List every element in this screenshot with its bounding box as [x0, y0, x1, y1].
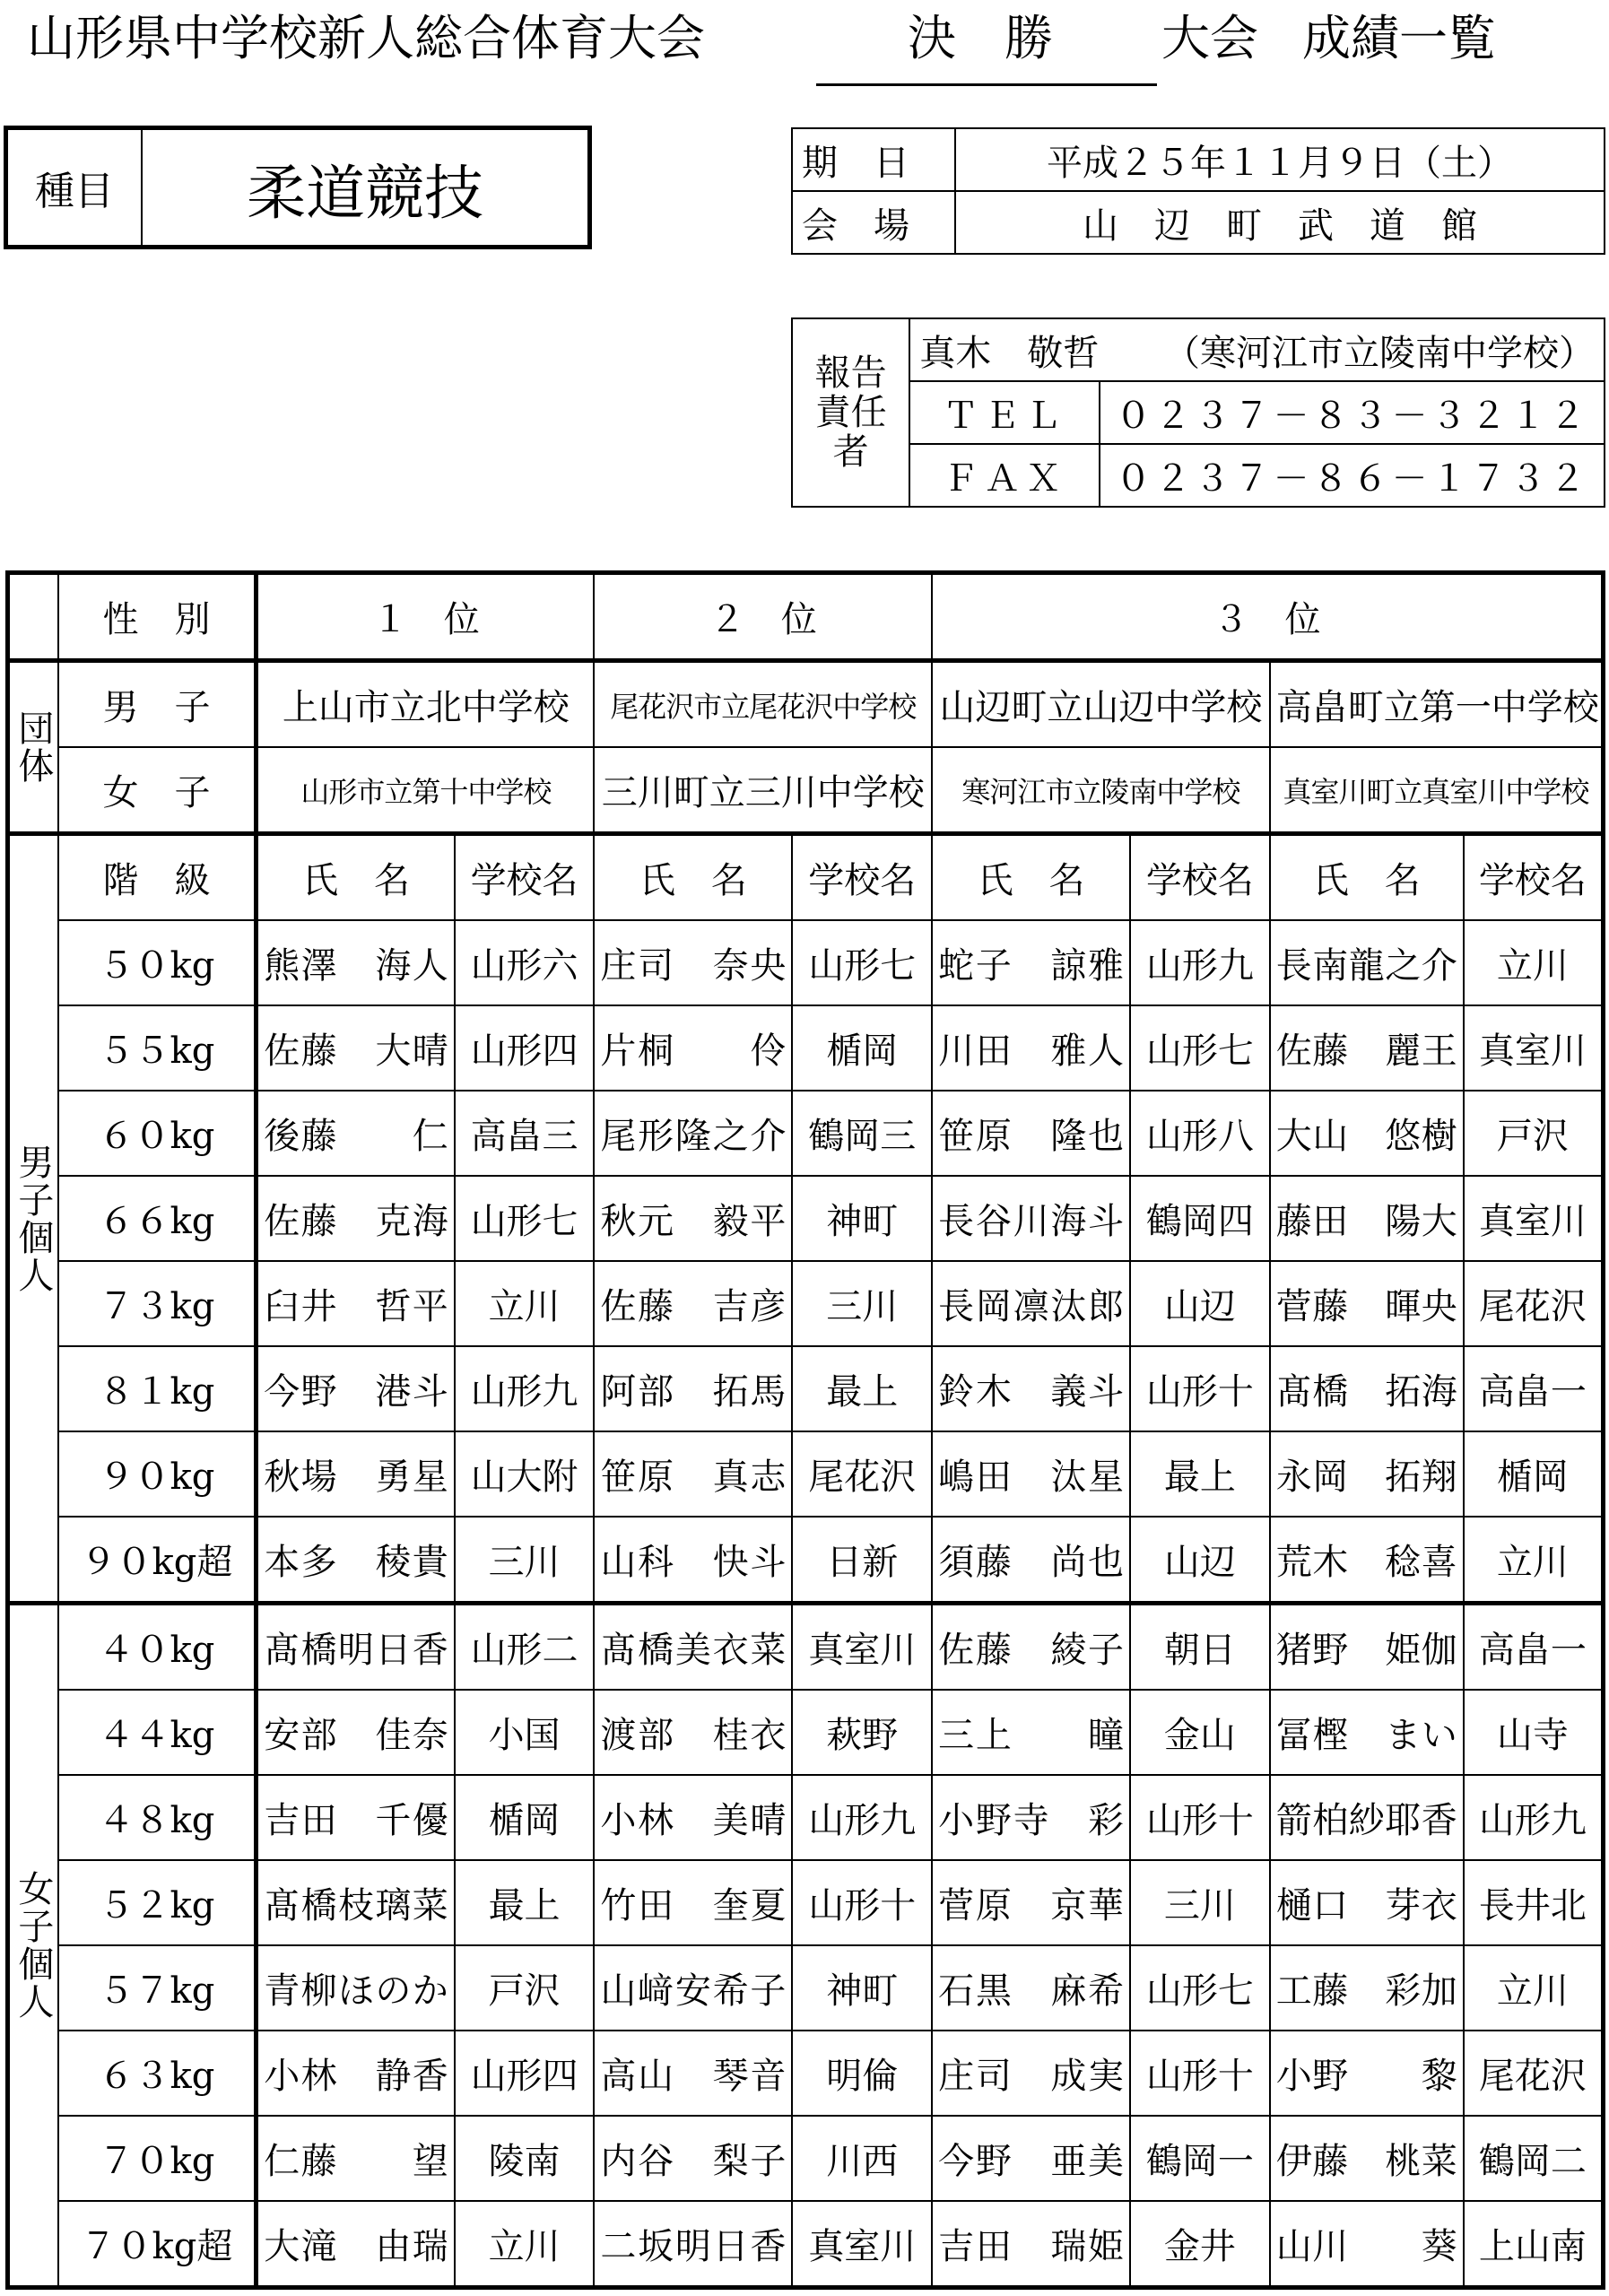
place-4-name: 猪野 姫伽 — [1270, 1604, 1464, 1691]
place-2-name: 髙橋美衣菜 — [594, 1604, 792, 1691]
place-1-name: 今野 港斗 — [257, 1346, 455, 1431]
place-1-name: 後藤 仁 — [257, 1091, 455, 1176]
girls-weight-row — [8, 1690, 1604, 1775]
place-3-school: 山辺 — [1130, 1261, 1270, 1346]
place-2-name: 小林 美晴 — [594, 1775, 792, 1860]
header-third: ３ 位 — [932, 573, 1603, 661]
place-1-school: 高畠三 — [455, 1091, 595, 1176]
date-value: 平成２５年１１月９日（土） — [955, 128, 1605, 191]
fax-value: ０２３７－８６－１７３２ — [1100, 444, 1605, 507]
place-4-school: 山形九 — [1464, 1775, 1604, 1860]
place-1-school: 三川 — [455, 1517, 595, 1604]
place-1-name: 仁藤 望 — [257, 2116, 455, 2201]
place-3-school: 金山 — [1130, 1690, 1270, 1775]
place-4-school: 高畠一 — [1464, 1346, 1604, 1431]
weight-class: ４８kg — [58, 1775, 257, 1860]
boys-weight-row — [8, 1005, 1604, 1091]
place-3-name: 須藤 尚也 — [932, 1517, 1130, 1604]
weight-class: ６３kg — [58, 2031, 257, 2116]
weight-class: ５２kg — [58, 1860, 257, 1945]
team-gender: 男 子 — [58, 661, 257, 748]
girls-weight-row — [8, 2116, 1604, 2201]
girls-section-label: 女子個人 — [8, 1604, 58, 2288]
place-4-name: 荒木 稔喜 — [1270, 1517, 1464, 1604]
weight-class: ７３kg — [58, 1261, 257, 1346]
place-3-school: 山辺 — [1130, 1517, 1270, 1604]
place-4-name: 永岡 拓翔 — [1270, 1431, 1464, 1517]
place-4-school: 戸沢 — [1464, 1091, 1604, 1176]
place-4-school: 尾花沢 — [1464, 1261, 1604, 1346]
place-4-school: 立川 — [1464, 920, 1604, 1005]
weight-class: ９０kg — [58, 1431, 257, 1517]
place-1-name: 大滝 由瑞 — [257, 2201, 455, 2288]
place-4-name: 伊藤 桃菜 — [1270, 2116, 1464, 2201]
team-row — [8, 747, 1604, 834]
place-2-school: 最上 — [792, 1346, 932, 1431]
team-first: 山形市立第十中学校 — [257, 747, 595, 834]
place-2-name: 二坂明日香 — [594, 2201, 792, 2288]
team-third-a: 寒河江市立陵南中学校 — [932, 747, 1270, 834]
fax-label: ＦＡＸ — [909, 444, 1100, 507]
place-1-school: 楯岡 — [455, 1775, 595, 1860]
document-title — [27, 7, 1605, 70]
girls-weight-row — [8, 2201, 1604, 2288]
place-1-school: 戸沢 — [455, 1945, 595, 2031]
place-3-name: 川田 雅人 — [932, 1005, 1130, 1091]
place-3-school: 山形九 — [1130, 920, 1270, 1005]
place-4-school: 山寺 — [1464, 1690, 1604, 1775]
place-2-school: 明倫 — [792, 2031, 932, 2116]
place-2-name: 秋元 毅平 — [594, 1176, 792, 1261]
place-3-name: 嶋田 汰星 — [932, 1431, 1130, 1517]
place-2-school: 萩野 — [792, 1690, 932, 1775]
place-1-school: 山形七 — [455, 1176, 595, 1261]
place-4-name: 小野 黎 — [1270, 2031, 1464, 2116]
place-4-name: 工藤 彩加 — [1270, 1945, 1464, 2031]
col-name: 氏 名 — [932, 834, 1130, 921]
place-3-name: 今野 亜美 — [932, 2116, 1130, 2201]
place-2-school: 山形十 — [792, 1860, 932, 1945]
place-1-name: 佐藤 大晴 — [257, 1005, 455, 1091]
venue-label: 会場 — [792, 191, 955, 254]
title-underline — [816, 83, 1157, 86]
place-1-name: 本多 稜貴 — [257, 1517, 455, 1604]
place-4-name: 大山 悠樹 — [1270, 1091, 1464, 1176]
reporter-name: 真木 敬哲 — [919, 332, 1100, 374]
place-2-school: 真室川 — [792, 2201, 932, 2288]
place-4-school: 立川 — [1464, 1517, 1604, 1604]
weight-class: ５５kg — [58, 1005, 257, 1091]
place-4-name: 藤田 陽大 — [1270, 1176, 1464, 1261]
place-2-school: 神町 — [792, 1945, 932, 2031]
place-1-name: 吉田 千優 — [257, 1775, 455, 1860]
weight-class: ６６kg — [58, 1176, 257, 1261]
place-2-name: 片桐 伶 — [594, 1005, 792, 1091]
place-3-school: 最上 — [1130, 1431, 1270, 1517]
place-1-name: 小林 静香 — [257, 2031, 455, 2116]
reporter-name-cell — [909, 318, 1605, 381]
reporter-table — [791, 317, 1605, 508]
place-2-name: 庄司 奈央 — [594, 920, 792, 1005]
place-4-school: 楯岡 — [1464, 1431, 1604, 1517]
place-4-school: 立川 — [1464, 1945, 1604, 2031]
place-1-school: 小国 — [455, 1690, 595, 1775]
team-third-a: 山辺町立山辺中学校 — [932, 661, 1270, 748]
col-school: 学校名 — [792, 834, 932, 921]
place-3-school: 山形八 — [1130, 1091, 1270, 1176]
place-3-school: 鶴岡一 — [1130, 2116, 1270, 2201]
girls-weight-row — [8, 2031, 1604, 2116]
place-3-name: 長谷川海斗 — [932, 1176, 1130, 1261]
corner-cell — [8, 573, 58, 661]
place-2-name: 尾形隆之介 — [594, 1091, 792, 1176]
girls-weight-row — [8, 1604, 1604, 1691]
venue-value: 山 辺 町 武 道 館 — [955, 191, 1605, 254]
place-3-school: 山形七 — [1130, 1005, 1270, 1091]
place-4-school: 上山南 — [1464, 2201, 1604, 2288]
place-3-name: 長岡凛汰郎 — [932, 1261, 1130, 1346]
col-name: 氏 名 — [594, 834, 792, 921]
place-1-school: 山大附 — [455, 1431, 595, 1517]
team-second: 尾花沢市立尾花沢中学校 — [594, 661, 932, 748]
weight-class: ８１kg — [58, 1346, 257, 1431]
boys-weight-row — [8, 920, 1604, 1005]
place-1-school: 山形四 — [455, 2031, 595, 2116]
place-1-school: 山形二 — [455, 1604, 595, 1691]
place-1-name: 佐藤 克海 — [257, 1176, 455, 1261]
place-1-school: 山形六 — [455, 920, 595, 1005]
team-third-b: 真室川町立真室川中学校 — [1270, 747, 1604, 834]
col-class: 階 級 — [58, 834, 257, 921]
place-1-name: 臼井 哲平 — [257, 1261, 455, 1346]
place-1-name: 髙橋明日香 — [257, 1604, 455, 1691]
place-2-school: 神町 — [792, 1176, 932, 1261]
header-row — [8, 573, 1604, 661]
boys-weight-row — [8, 1346, 1604, 1431]
place-4-school: 尾花沢 — [1464, 2031, 1604, 2116]
place-3-school: 山形七 — [1130, 1945, 1270, 2031]
place-1-name: 青柳ほのか — [257, 1945, 455, 2031]
boys-weight-row — [8, 1261, 1604, 1346]
place-3-school: 朝日 — [1130, 1604, 1270, 1691]
title-competition: 山形県中学校新人総合体育大会 — [27, 10, 705, 66]
place-3-name: 蛇子 諒雅 — [932, 920, 1130, 1005]
place-1-name: 秋場 勇星 — [257, 1431, 455, 1517]
weight-class: ７０kg — [58, 2116, 257, 2201]
place-3-school: 山形十 — [1130, 1346, 1270, 1431]
place-2-name: 笹原 真志 — [594, 1431, 792, 1517]
event-box — [4, 126, 592, 249]
place-3-name: 佐藤 綾子 — [932, 1604, 1130, 1691]
weight-class: ５７kg — [58, 1945, 257, 2031]
place-2-school: 真室川 — [792, 1604, 932, 1691]
place-2-name: 渡部 桂衣 — [594, 1690, 792, 1775]
team-row — [8, 661, 1604, 748]
place-3-name: 庄司 成実 — [932, 2031, 1130, 2116]
place-1-school: 最上 — [455, 1860, 595, 1945]
place-3-school: 山形十 — [1130, 2031, 1270, 2116]
place-3-school: 鶴岡四 — [1130, 1176, 1270, 1261]
place-1-school: 陵南 — [455, 2116, 595, 2201]
girls-weight-row — [8, 1860, 1604, 1945]
tel-value: ０２３７－８３－３２１２ — [1100, 381, 1605, 444]
place-2-school: 楯岡 — [792, 1005, 932, 1091]
place-2-name: 高山 琴音 — [594, 2031, 792, 2116]
place-3-school: 山形十 — [1130, 1775, 1270, 1860]
place-2-school: 川西 — [792, 2116, 932, 2201]
place-4-name: 冨樫 まい — [1270, 1690, 1464, 1775]
boys-weight-row — [8, 1091, 1604, 1176]
col-school: 学校名 — [1464, 834, 1604, 921]
place-1-school: 立川 — [455, 2201, 595, 2288]
place-1-name: 安部 佳奈 — [257, 1690, 455, 1775]
place-2-school: 鶴岡三 — [792, 1091, 932, 1176]
col-name: 氏 名 — [1270, 834, 1464, 921]
place-2-name: 山﨑安希子 — [594, 1945, 792, 2031]
place-4-school: 真室川 — [1464, 1005, 1604, 1091]
header-first: １ 位 — [257, 573, 595, 661]
place-1-school: 立川 — [455, 1261, 595, 1346]
reporter-school: （寒河江市立陵南中学校） — [1164, 332, 1595, 374]
col-school: 学校名 — [455, 834, 595, 921]
weight-class: ６０kg — [58, 1091, 257, 1176]
place-4-name: 箭柏紗耶香 — [1270, 1775, 1464, 1860]
place-4-name: 樋口 芽衣 — [1270, 1860, 1464, 1945]
team-label: 団体 — [8, 661, 58, 834]
place-3-name: 菅原 京華 — [932, 1860, 1130, 1945]
place-2-school: 日新 — [792, 1517, 932, 1604]
col-name: 氏 名 — [257, 834, 455, 921]
place-3-name: 三上 瞳 — [932, 1690, 1130, 1775]
team-gender: 女 子 — [58, 747, 257, 834]
place-2-school: 山形七 — [792, 920, 932, 1005]
date-label: 期日 — [792, 128, 955, 191]
place-3-name: 石黒 麻希 — [932, 1945, 1130, 2031]
place-3-school: 金井 — [1130, 2201, 1270, 2288]
title-results: 成績一覧 — [1302, 10, 1496, 66]
boys-weight-row — [8, 1176, 1604, 1261]
title-taikai: 大会 — [1161, 10, 1258, 66]
weight-class: ４４kg — [58, 1690, 257, 1775]
weight-class: ７０kg超 — [58, 2201, 257, 2288]
place-3-name: 笹原 隆也 — [932, 1091, 1130, 1176]
place-4-school: 真室川 — [1464, 1176, 1604, 1261]
boys-weight-row — [8, 1517, 1604, 1604]
place-4-school: 長井北 — [1464, 1860, 1604, 1945]
title-round: 決 勝 — [908, 10, 1053, 66]
place-2-name: 山科 快斗 — [594, 1517, 792, 1604]
place-4-name: 髙橋 拓海 — [1270, 1346, 1464, 1431]
column-header-row — [8, 834, 1604, 921]
place-3-name: 小野寺 彩 — [932, 1775, 1130, 1860]
date-venue-table — [791, 127, 1605, 255]
boys-weight-row — [8, 1431, 1604, 1517]
place-1-name: 髙橋枝璃菜 — [257, 1860, 455, 1945]
place-4-name: 長南龍之介 — [1270, 920, 1464, 1005]
place-4-name: 佐藤 麗王 — [1270, 1005, 1464, 1091]
place-1-school: 山形四 — [455, 1005, 595, 1091]
place-3-name: 鈴木 義斗 — [932, 1346, 1130, 1431]
header-second: ２ 位 — [594, 573, 932, 661]
place-2-name: 竹田 奎夏 — [594, 1860, 792, 1945]
place-4-school: 高畠一 — [1464, 1604, 1604, 1691]
place-4-name: 山川 葵 — [1270, 2201, 1464, 2288]
place-1-name: 熊澤 海人 — [257, 920, 455, 1005]
team-second: 三川町立三川中学校 — [594, 747, 932, 834]
place-2-school: 尾花沢 — [792, 1431, 932, 1517]
place-1-school: 山形九 — [455, 1346, 595, 1431]
girls-weight-row — [8, 1775, 1604, 1860]
weight-class: ９０kg超 — [58, 1517, 257, 1604]
girls-weight-row — [8, 1945, 1604, 2031]
place-2-name: 内谷 梨子 — [594, 2116, 792, 2201]
tel-label: ＴＥＬ — [909, 381, 1100, 444]
place-4-name: 菅藤 暉央 — [1270, 1261, 1464, 1346]
place-3-name: 吉田 瑞姫 — [932, 2201, 1130, 2288]
place-2-school: 三川 — [792, 1261, 932, 1346]
place-2-school: 山形九 — [792, 1775, 932, 1860]
results-table — [5, 570, 1605, 2290]
place-4-school: 鶴岡二 — [1464, 2116, 1604, 2201]
header-gender: 性 別 — [58, 573, 257, 661]
reporter-label: 報告責任者 — [792, 318, 909, 507]
weight-class: ４０kg — [58, 1604, 257, 1691]
team-third-b: 高畠町立第一中学校 — [1270, 661, 1604, 748]
boys-section-label: 男子個人 — [8, 834, 58, 1604]
team-first: 上山市立北中学校 — [257, 661, 595, 748]
place-2-name: 阿部 拓馬 — [594, 1346, 792, 1431]
weight-class: ５０kg — [58, 920, 257, 1005]
place-3-school: 三川 — [1130, 1860, 1270, 1945]
event-value: 柔道競技 — [247, 158, 483, 228]
event-label: 種目 — [8, 130, 143, 245]
col-school: 学校名 — [1130, 834, 1270, 921]
place-2-name: 佐藤 吉彦 — [594, 1261, 792, 1346]
